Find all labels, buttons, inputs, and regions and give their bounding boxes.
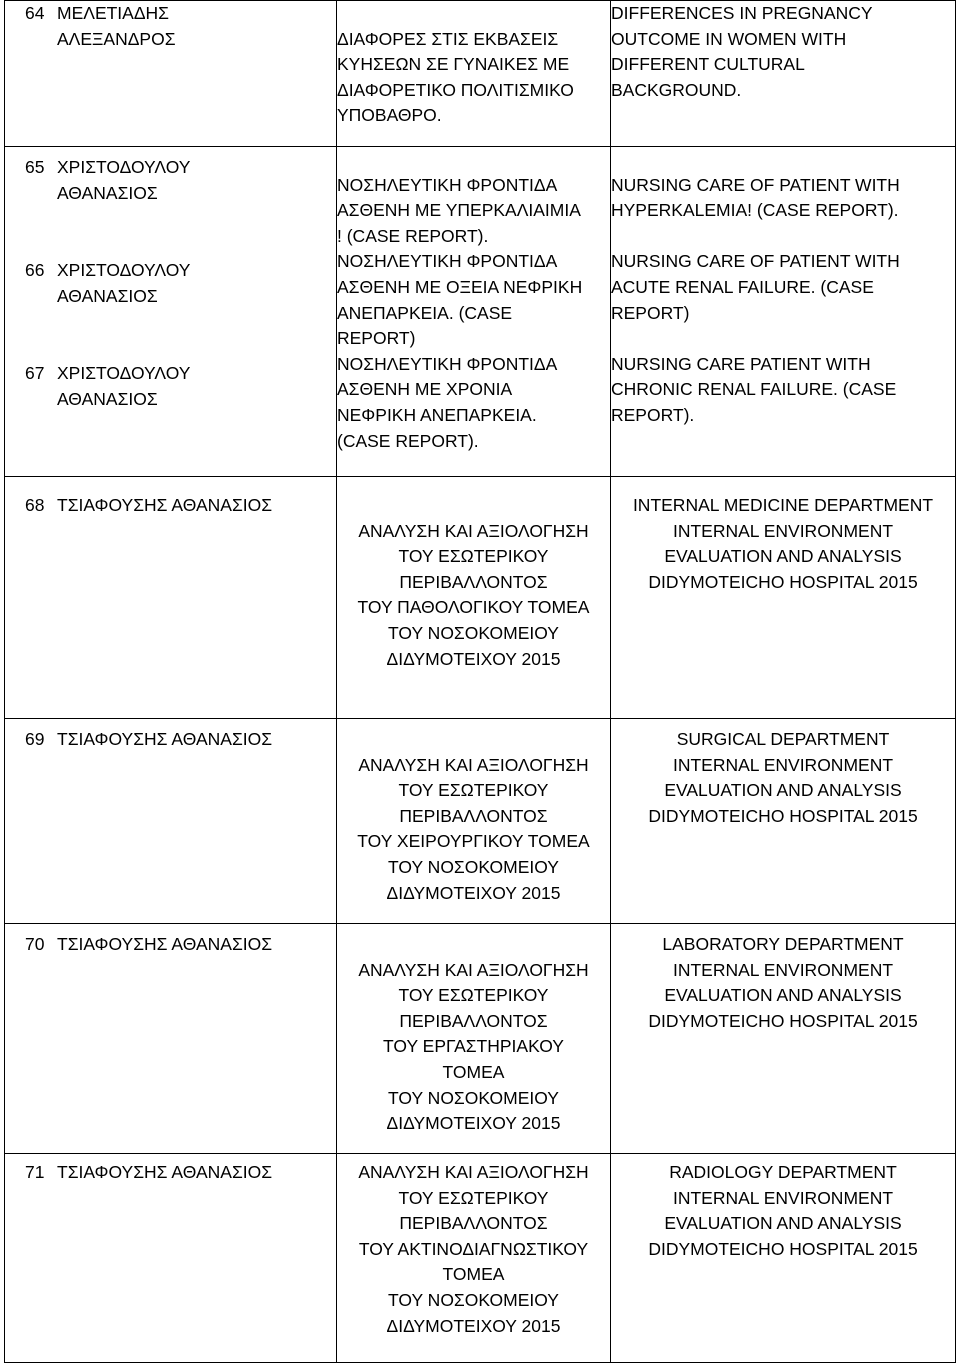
entry-71 xyxy=(5,1160,336,1186)
table-row xyxy=(5,1154,956,1363)
entry-66 xyxy=(5,258,336,361)
greek-title: ΑΝΑΛΥΣΗ ΚΑΙ ΑΞΙΟΛΟΓΗΣΗ ΤΟΥ ΕΣΩΤΕΡΙΚΟΥ ΠΕΡΙΒΑΛΛΟΝΤΟΣ ΤΟΥ ΑΚΤΙΝΟΔΙΑΓΝΩΣΤΙΚΟΥ ΤΟΜΕΑ ΤΟΥ ΝΟΣΟΚΟΜΕΙΟΥ ΔΙΔΥΜΟΤΕΙΧΟΥ 2015 xyxy=(358,1162,589,1336)
greek-title: ΑΝΑΛΥΣΗ ΚΑΙ ΑΞΙΟΛΟΓΗΣΗ ΤΟΥ ΕΣΩΤΕΡΙΚΟΥ ΠΕΡΙΒΑΛΛΟΝΤΟΣ ΤΟΥ ΕΡΓΑΣΤΗΡΙΑΚΟΥ ΤΟΜΕΑ ΤΟΥ ΝΟΣΟΚΟΜΕΙΟΥ ΔΙΔΥΜΟΤΕΙΧΟΥ 2015 xyxy=(358,959,589,1134)
author-name: ΤΣΙΑΦΟΥΣΗΣ ΑΘΑΝΑΣΙΟΣ xyxy=(57,729,273,749)
greek-title-cell xyxy=(337,147,611,477)
author-name: ΜΕΛΕΤΙΑΔΗΣ ΑΛΕΞΑΝΔΡΟΣ xyxy=(57,3,176,49)
author-cell xyxy=(5,477,337,719)
entry-64 xyxy=(5,1,336,52)
english-title-cell xyxy=(611,477,956,719)
english-title-cell xyxy=(611,147,956,477)
greek-title-cell xyxy=(337,1154,611,1363)
entry-69 xyxy=(5,727,336,753)
table-row xyxy=(5,924,956,1154)
entry-number: 67 xyxy=(25,363,45,383)
entry-number: 70 xyxy=(25,934,45,954)
english-title-cell xyxy=(611,1154,956,1363)
entry-number: 64 xyxy=(25,3,45,23)
greek-title: ΑΝΑΛΥΣΗ ΚΑΙ ΑΞΙΟΛΟΓΗΣΗ ΤΟΥ ΕΣΩΤΕΡΙΚΟΥ ΠΕΡΙΒΑΛΛΟΝΤΟΣ ΤΟΥ ΧΕΙΡΟΥΡΓΙΚΟΥ ΤΟΜΕΑ ΤΟΥ ΝΟΣΟΚΟΜΕΙΟΥ ΔΙΔΥΜΟΤΕΙΧΟΥ 2015 xyxy=(357,754,590,903)
english-title-cell xyxy=(611,1,956,147)
greek-title-cell xyxy=(337,719,611,924)
author-name: ΧΡΙΣΤΟΔΟΥΛΟΥ ΑΘΑΝΑΣΙΟΣ xyxy=(57,157,191,203)
entry-number: 69 xyxy=(25,729,45,749)
table-row xyxy=(5,1,956,147)
english-title: SURGICAL DEPARTMENT INTERNAL ENVIRONMENT EVALUATION AND ANALYSIS DIDYMOTEICHO HOSPITAL 2015 xyxy=(648,729,918,826)
english-title: NURSING CARE OF PATIENT WITH HYPERKALEMIA! (CASE REPORT). NURSING CARE OF PATIENT WITH ACUTE RENAL FAILURE. (CASE REPORT) NURSING CARE PATIENT WITH CHRONIC RENAL FAILURE. (CASE REPORT). xyxy=(611,174,900,425)
table-row xyxy=(5,147,956,477)
author-name: ΤΣΙΑΦΟΥΣΗΣ ΑΘΑΝΑΣΙΟΣ xyxy=(57,934,273,954)
entry-number: 71 xyxy=(25,1162,45,1182)
greek-title-cell xyxy=(337,1,611,147)
author-name: ΤΣΙΑΦΟΥΣΗΣ ΑΘΑΝΑΣΙΟΣ xyxy=(57,495,273,515)
greek-title: ΔΙΑΦΟΡΕΣ ΣΤΙΣ ΕΚΒΑΣΕΙΣ ΚΥΗΣΕΩΝ ΣΕ ΓΥΝΑΙΚΕΣ ΜΕ ΔΙΑΦΟΡΕΤΙΚΟ ΠΟΛΙΤΙΣΜΙΚΟ ΥΠΟΒΑΘΡΟ. xyxy=(337,28,574,126)
entry-67 xyxy=(5,361,336,412)
entry-70 xyxy=(5,932,336,958)
greek-title-cell xyxy=(337,924,611,1154)
author-cell xyxy=(5,924,337,1154)
english-title: DIFFERENCES IN PREGNANCY OUTCOME IN WOMEN WITH DIFFERENT CULTURAL BACKGROUND. xyxy=(611,3,873,100)
publications-table xyxy=(4,0,956,1363)
author-cell xyxy=(5,719,337,924)
entry-68 xyxy=(5,493,336,519)
english-title-cell xyxy=(611,719,956,924)
entry-number: 68 xyxy=(25,495,45,515)
entry-number: 66 xyxy=(25,260,45,280)
author-name: ΧΡΙΣΤΟΔΟΥΛΟΥ ΑΘΑΝΑΣΙΟΣ xyxy=(57,363,191,409)
author-cell xyxy=(5,147,337,477)
greek-title: ΑΝΑΛΥΣΗ ΚΑΙ ΑΞΙΟΛΟΓΗΣΗ ΤΟΥ ΕΣΩΤΕΡΙΚΟΥ ΠΕΡΙΒΑΛΛΟΝΤΟΣ ΤΟΥ ΠΑΘΟΛΟΓΙΚΟΥ ΤΟΜΕΑ ΤΟΥ ΝΟΣΟΚΟΜΕΙΟΥ ΔΙΔΥΜΟΤΕΙΧΟΥ 2015 xyxy=(357,520,590,669)
greek-title: ΝΟΣΗΛΕΥΤΙΚΗ ΦΡΟΝΤΙΔΑ ΑΣΘΕΝΗ ΜΕ ΥΠΕΡΚΑΛΙΑΙΜΙΑ ! (CASE REPORT). ΝΟΣΗΛΕΥΤΙΚΗ ΦΡΟΝΤΙΔΑ ΑΣΘΕΝΗ ΜΕ ΟΞΕΙΑ ΝΕΦΡΙΚΗ ΑΝΕΠΑΡΚΕΙΑ. (CASE REPORT) ΝΟΣΗΛΕΥΤΙΚΗ ΦΡΟΝΤΙΔΑ ΑΣΘΕΝΗ ΜΕ ΧΡΟΝΙΑ ΝΕΦΡΙΚΗ ΑΝΕΠΑΡΚΕΙΑ. (CASE REPORT). xyxy=(337,174,583,451)
english-title-cell xyxy=(611,924,956,1154)
entry-number: 65 xyxy=(25,157,45,177)
table-row xyxy=(5,719,956,924)
english-title: INTERNAL MEDICINE DEPARTMENT INTERNAL ENVIRONMENT EVALUATION AND ANALYSIS DIDYMOTEICHO HOSPITAL 2015 xyxy=(632,495,934,592)
entry-65 xyxy=(5,155,336,258)
table-row xyxy=(5,477,956,719)
author-cell xyxy=(5,1154,337,1363)
english-title: LABORATORY DEPARTMENT INTERNAL ENVIRONMENT EVALUATION AND ANALYSIS DIDYMOTEICHO HOSPITAL 2015 xyxy=(648,934,918,1031)
author-cell xyxy=(5,1,337,147)
english-title: RADIOLOGY DEPARTMENT INTERNAL ENVIRONMENT EVALUATION AND ANALYSIS DIDYMOTEICHO HOSPITAL 2015 xyxy=(648,1162,918,1259)
author-name: ΧΡΙΣΤΟΔΟΥΛΟΥ ΑΘΑΝΑΣΙΟΣ xyxy=(57,260,191,306)
author-name: ΤΣΙΑΦΟΥΣΗΣ ΑΘΑΝΑΣΙΟΣ xyxy=(57,1162,273,1182)
greek-title-cell xyxy=(337,477,611,719)
